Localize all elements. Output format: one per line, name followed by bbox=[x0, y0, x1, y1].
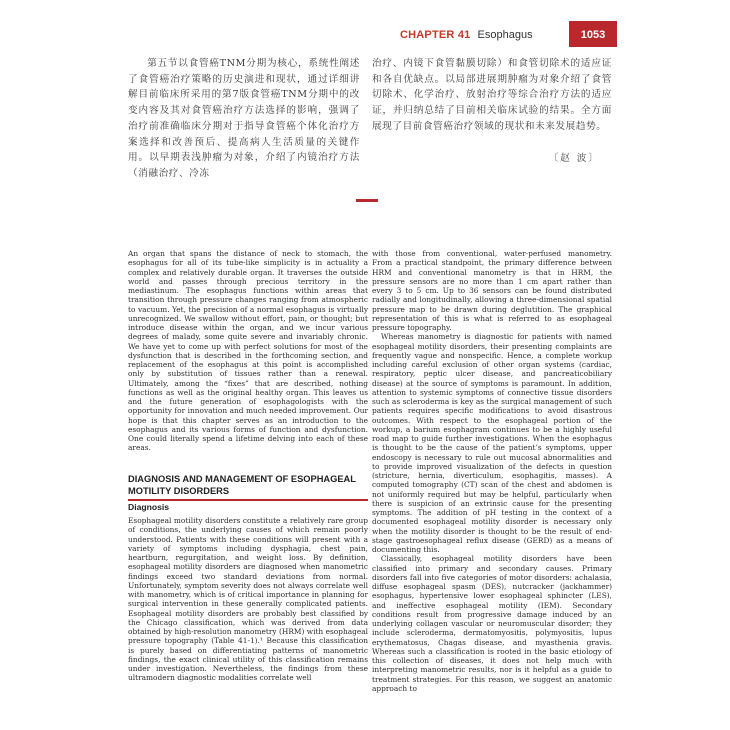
section-heading-rule bbox=[128, 499, 368, 501]
section-divider bbox=[356, 199, 378, 202]
translator-signature: 〔赵 波〕 bbox=[548, 153, 600, 164]
left-column-diagnosis bbox=[128, 516, 368, 683]
chapter-label: CHAPTER 41 bbox=[400, 29, 471, 41]
left-column-intro bbox=[128, 249, 368, 453]
intro-paragraph: An organ that spans the distance of neck to stomach, the esophagus for all of its tube-like simplicity is in actuality a complex and relatively durable organ. It traverses the outside world and passes through precious territory in the mediastinum. The esophagus functions within areas that transition through pressure changes ranging from atmospheric to vacuum. Yet, the precision of a normal esophagus is virtually unrecognized. We swallow without effort, pain, or thought; but introduce disease within the organ, and we incur various degrees of malady, some quite severe and invariably chronic. We have yet to come up with perfect solutions for most of the dysfunction that is described in the forthcoming section, and replacement of the esophagus at this point is accomplished only by substitution of tissues rather than a renewal. Ultimately, among the “fixes” that are described, nothing functions as well as the original healthy organ. This leaves us and the future generation of esophagologists with the opportunity for innovation and much needed improvement. Our hope is that this chapter serves as an introduction to the esophagus and its various forms of function and dysfunction. One could literally spend a lifetime delving into each of these areas. bbox=[128, 249, 368, 453]
header-rule bbox=[569, 45, 617, 47]
chapter-title: Esophagus bbox=[477, 29, 533, 41]
subheading-diagnosis: Diagnosis bbox=[128, 502, 170, 512]
right-column bbox=[372, 249, 612, 693]
section-heading: DIAGNOSIS AND MANAGEMENT OF ESOPHAGEAL MOTILITY DISORDERS bbox=[128, 474, 356, 496]
page-number: 1053 bbox=[569, 21, 617, 47]
right-paragraph-1: with those from conventional, water-perfused manometry. From a practical standpoint, the primary difference between HRM and conventional manometry is that in HRM, the pressure sensors are no more than 1 cm apart rather than every 3 to 5 cm. Up to 36 sensors can be found distributed radially and longitudinally, allowing a three-dimensional spatial pressure map to be drawn during deglutition. The graphical representation of this is what is referred to as esophageal pressure topography. bbox=[372, 249, 612, 332]
right-paragraph-3: Classically, esophageal motility disorders have been classified into primary and secondary causes. Primary disorders fall into five categories of motor disorders: achalasia, diffuse esophageal spasm (DES), nutcracker (jackhammer) esophagus, hypertensive lower esophageal sphincter (LES), and ineffective esophageal motility (IEM). Secondary conditions result from progressive damage induced by an underlying collagen vascular or neuromuscular disorder; they include scleroderma, dermatomyositis, polymyositis, lupus erythematosus, Chagas disease, and myasthenia gravis. Whereas such a classification is rooted in the basic etiology of this collection of diseases, it does not help much with interpreting manometric results, nor is it helpful as a guide to treatment strategies. For this reason, we suggest an anatomic approach to bbox=[372, 554, 612, 693]
chinese-summary-right: 治疗、内镜下食管黏膜切除）和食管切除术的适应证和各自优缺点。以局部进展期肿瘤为对象介绍了食管切除术、化学治疗、放射治疗等综合治疗方法的适应证，并归纳总结了目前相关临床试验的结果。全方面展现了目前食管癌治疗领域的现状和未来发展趋势。 bbox=[372, 58, 612, 132]
chinese-summary-left: 第五节以食管癌TNM分期为核心，系统性阐述了食管癌治疗策略的历史演进和现状，通过详细讲解目前临床所采用的第7版食管癌TNM分期中的改变内容及其对食管癌治疗方法选择的影响，强调了治疗前准确临床分期对于指导食管癌个体化治疗方案选择和改善预后、提高病人生活质量的关键作用。以早期表浅肿瘤为对象，介绍了内镜治疗方法（消融治疗、冷冻 bbox=[128, 58, 360, 179]
right-paragraph-2: Whereas manometry is diagnostic for patients with named esophageal motility disorders, their presenting complaints are frequently vague and nonspecific. Hence, a complete workup including careful exclusion of other organ systems (cardiac, respiratory, peptic ulcer disease, and pancreaticobiliary disease) at the source of symptoms is paramount. In addition, attention to systemic symptoms of connective tissue disorders such as scleroderma is key as the surgical management of such patients requires specific modifications to avoid disastrous outcomes. With respect to the esophageal portion of the workup, a barium esophagram continues to be a highly useful road map to guide further investigations. When the esophagus is thought to be the cause of the patient’s symptoms, upper endoscopy is necessary to rule out mucosal abnormalities and to provide improved visualization of the defects in question (stricture, hernia, diverticulum, esophagitis, masses). A computed tomography (CT) scan of the chest and abdomen is not uniformly required but may be helpful, particularly when there is suspicion of an extrinsic cause for the presenting symptoms. The addition of pH testing in the context of a documented esophageal motility disorder is necessary only when the motility disorder is thought to be the result of end-stage gastroesophageal reflux disease (GERD) as a means of documenting this. bbox=[372, 332, 612, 554]
diagnosis-paragraph: Esophageal motility disorders constitute a relatively rare group of conditions, the underlying causes of which remain poorly understood. Patients with these conditions will present with a variety of symptoms including dysphagia, chest pain, heartburn, regurgitation, and weight loss. By definition, esophageal motility disorders are diagnosed when manometric findings exceed two standard deviations from normal. Unfortunately, symptom severity does not always correlate well with manometry, which is of critical importance in planning for surgical intervention in these generally complicated patients. Esophageal motility disorders are probably best classified by the Chicago classification, which was derived from data obtained by high-resolution manometry (HRM) with esophageal pressure topography (Table 41-1).¹ Because this classification is purely based on differentiating patterns of manometric findings, the exact clinical utility of this classification remains under investigation. Nevertheless, the findings from these ultramodern diagnostic modalities correlate well bbox=[128, 516, 368, 683]
